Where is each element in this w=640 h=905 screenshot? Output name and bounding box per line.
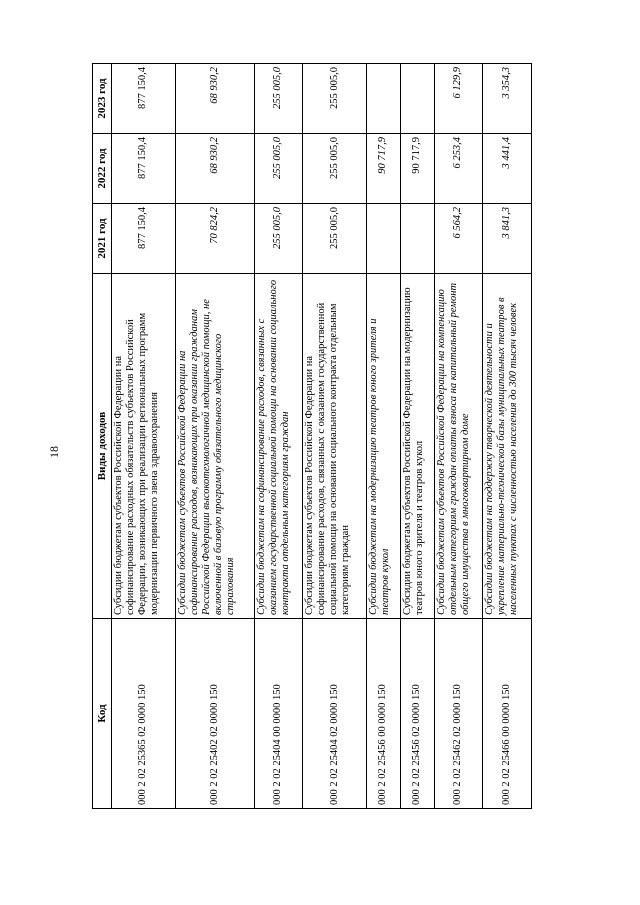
description-cell: Субсидии бюджетам на софинансирование расходов, связанных с оказанием государственной социальной помощи на основании социального контракта отдельным категориям граждан bbox=[254, 274, 303, 619]
table-header bbox=[93, 64, 112, 809]
table-row bbox=[434, 64, 483, 809]
value-2023-cell: 255 005,0 bbox=[303, 64, 367, 134]
header-2021: 2021 год bbox=[93, 204, 112, 274]
value-2023-cell: 255 005,0 bbox=[254, 64, 303, 134]
code-cell: 000 2 02 25462 02 0000 150 bbox=[434, 619, 483, 809]
value-2022-cell: 3 441,4 bbox=[483, 134, 532, 204]
rotated-table-container bbox=[92, 64, 532, 809]
code-cell: 000 2 02 25404 02 0000 150 bbox=[303, 619, 367, 809]
code-cell: 000 2 02 25404 00 0000 150 bbox=[254, 619, 303, 809]
description-cell: Субсидии бюджетам на поддержку творческой деятельности и укрепление материально-технической базы муниципальных театров в населенных пунктах с численностью населения до 300 тысяч человек bbox=[483, 274, 532, 619]
value-2023-cell: 3 354,3 bbox=[483, 64, 532, 134]
description-cell: Субсидии бюджетам субъектов Российской Федерации на софинансирование расходов, связанных с оказанием государственной социальной помощи на основании социального контракта отдельным категориям граждан bbox=[303, 274, 367, 619]
table-row bbox=[400, 64, 434, 809]
page-number: 18 bbox=[47, 446, 61, 458]
value-2021-cell bbox=[400, 204, 434, 274]
header-2022: 2022 год bbox=[93, 134, 112, 204]
value-2022-cell: 68 930,2 bbox=[175, 134, 254, 204]
header-row bbox=[93, 64, 112, 809]
header-description: Виды доходов bbox=[93, 274, 112, 619]
table-row bbox=[303, 64, 367, 809]
header-code: Код bbox=[93, 619, 112, 809]
value-2022-cell: 255 005,0 bbox=[303, 134, 367, 204]
table-body bbox=[112, 64, 532, 809]
value-2022-cell: 90 717,9 bbox=[400, 134, 434, 204]
table-row bbox=[367, 64, 401, 809]
code-cell: 000 2 02 25466 00 0000 150 bbox=[483, 619, 532, 809]
value-2022-cell: 255 005,0 bbox=[254, 134, 303, 204]
value-2023-cell bbox=[400, 64, 434, 134]
code-cell: 000 2 02 25456 02 0000 150 bbox=[400, 619, 434, 809]
value-2021-cell: 255 005,0 bbox=[254, 204, 303, 274]
value-2021-cell: 6 564,2 bbox=[434, 204, 483, 274]
value-2022-cell: 90 717,9 bbox=[367, 134, 401, 204]
value-2023-cell: 68 930,2 bbox=[175, 64, 254, 134]
description-cell: Субсидии бюджетам субъектов Российской Федерации на софинансирование расходов, возникающих при оказании гражданам Российской Федерации высокотехнологичной медицинской помощи, не включенной в базовую программу обязательного медицинского страхования bbox=[175, 274, 254, 619]
description-cell: Субсидии бюджетам субъектов Российской Федерации на компенсацию отдельным категориям граждан оплаты взноса на капитальный ремонт общего имущества в многоквартирном доме bbox=[434, 274, 483, 619]
value-2021-cell: 70 824,2 bbox=[175, 204, 254, 274]
value-2021-cell: 3 841,3 bbox=[483, 204, 532, 274]
description-cell: Субсидии бюджетам на модернизацию театров юного зрителя и театров кукол bbox=[367, 274, 401, 619]
code-cell: 000 2 02 25365 02 0000 150 bbox=[112, 619, 176, 809]
revenue-table bbox=[92, 63, 532, 809]
description-cell: Субсидии бюджетам субъектов Российской Федерации на софинансирование расходных обязательств субъектов Российской Федерации, возникающих при реализации региональных программ модернизации первичного звена здравоохранения bbox=[112, 274, 176, 619]
code-cell: 000 2 02 25456 00 0000 150 bbox=[367, 619, 401, 809]
table-row bbox=[175, 64, 254, 809]
description-cell: Субсидии бюджетам субъектов Российской Федерации на модернизацию театров юного зрителя и театров кукол bbox=[400, 274, 434, 619]
table-row bbox=[483, 64, 532, 809]
table-row bbox=[112, 64, 176, 809]
code-cell: 000 2 02 25402 02 0000 150 bbox=[175, 619, 254, 809]
value-2023-cell bbox=[367, 64, 401, 134]
value-2022-cell: 6 253,4 bbox=[434, 134, 483, 204]
value-2023-cell: 6 129,9 bbox=[434, 64, 483, 134]
value-2021-cell: 877 150,4 bbox=[112, 204, 176, 274]
header-2023: 2023 год bbox=[93, 64, 112, 134]
value-2021-cell bbox=[367, 204, 401, 274]
value-2022-cell: 877 150,4 bbox=[112, 134, 176, 204]
table-row bbox=[254, 64, 303, 809]
value-2021-cell: 255 005,0 bbox=[303, 204, 367, 274]
value-2023-cell: 877 150,4 bbox=[112, 64, 176, 134]
